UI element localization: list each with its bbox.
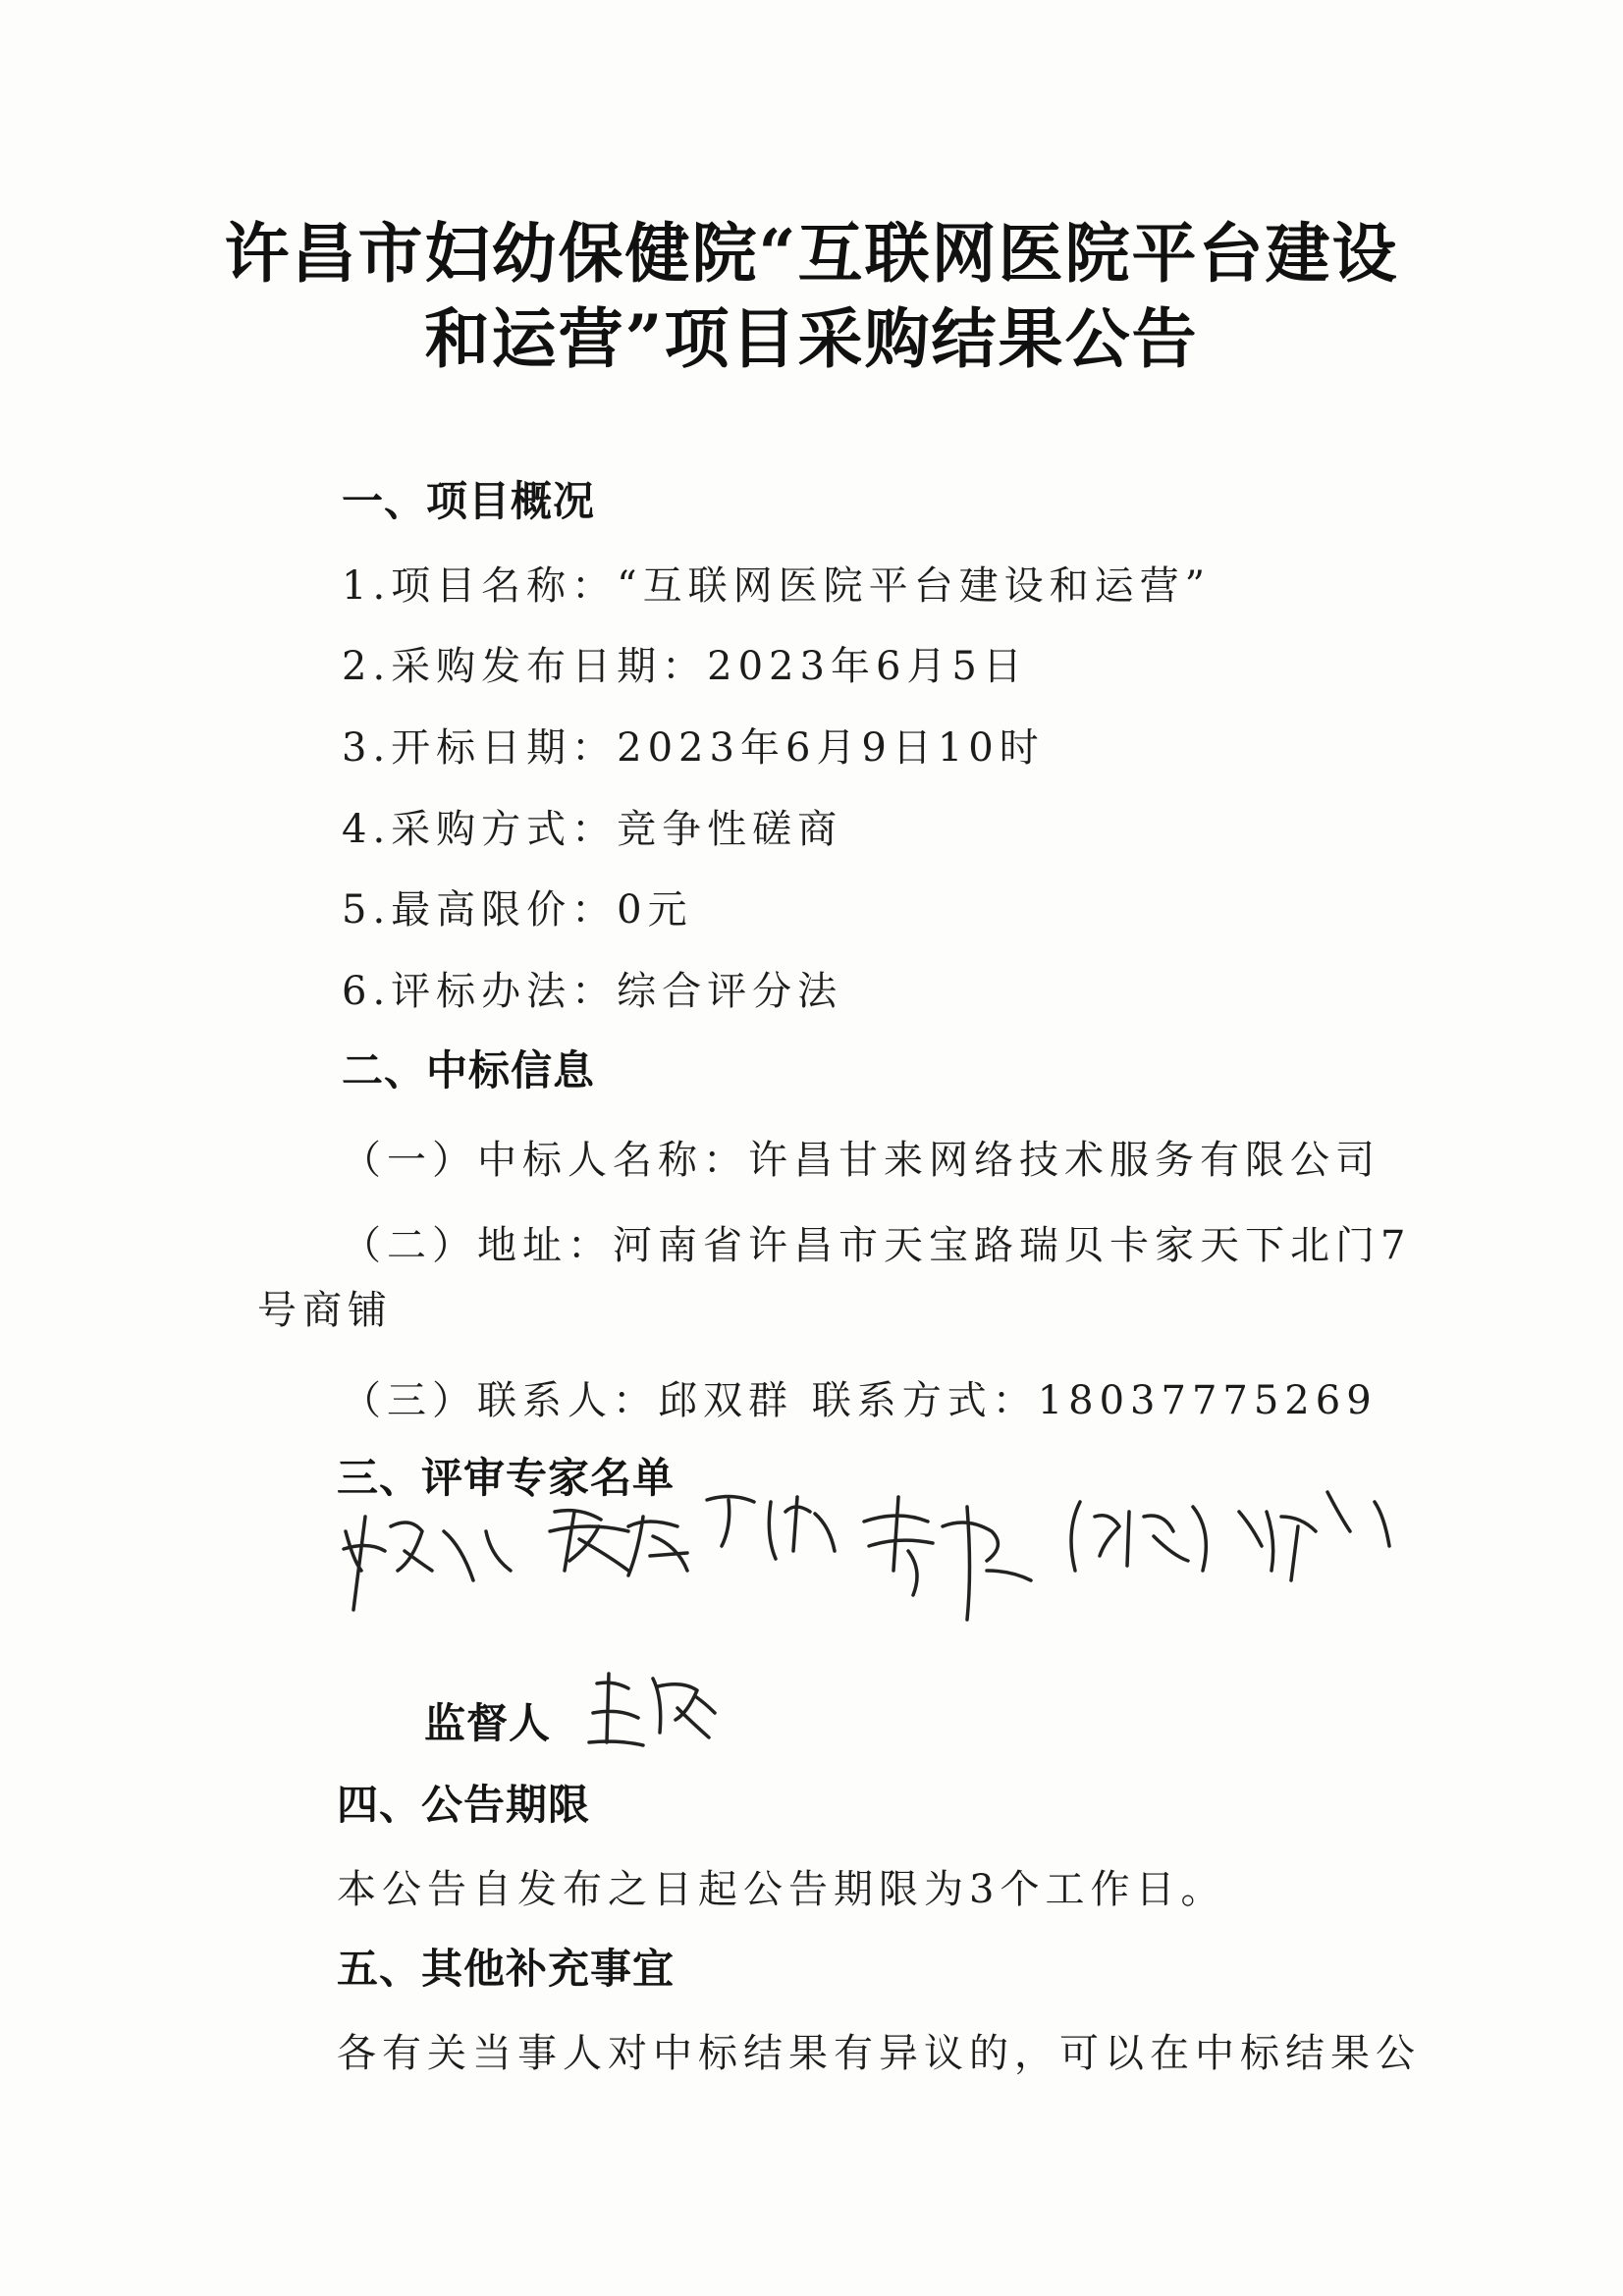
bid-open-date-item: 3.开标日期：2023年6月9日10时 xyxy=(342,725,1045,771)
announcement-period-text: 本公告自发布之日起公告期限为3个工作日。 xyxy=(337,1867,1226,1912)
expert-signature-3 xyxy=(707,1496,835,1559)
price-limit-item: 5.最高限价：0元 xyxy=(342,887,693,933)
publish-date-item: 2.采购发布日期：2023年6月5日 xyxy=(342,644,1028,689)
project-name-item: 1.项目名称：“互联网医院平台建设和运营” xyxy=(342,563,1212,609)
expert-signature-4 xyxy=(864,1497,1206,1620)
document-title-line2: 和运营”项目采购结果公告 xyxy=(424,300,1199,377)
section3-heading: 三、评审专家名单 xyxy=(337,1454,676,1502)
section2-heading: 二、中标信息 xyxy=(342,1046,596,1095)
winner-address-line2: 号商铺 xyxy=(257,1288,393,1333)
expert-signature-1 xyxy=(344,1517,511,1610)
section4-heading: 四、公告期限 xyxy=(337,1781,591,1829)
expert-signature-5 xyxy=(1239,1492,1389,1580)
evaluation-method-item: 6.评标办法：综合评分法 xyxy=(342,969,843,1014)
document-title-line1: 许昌市妇幼保健院“互联网医院平台建设 xyxy=(224,215,1399,292)
winner-contact: （三）联系人：邱双群 联系方式：18037775269 xyxy=(342,1378,1378,1423)
supervisor-signature xyxy=(589,1674,715,1745)
expert-signature-2 xyxy=(550,1511,687,1575)
winner-address-line1: （二）地址：河南省许昌市天宝路瑞贝卡家天下北门7 xyxy=(342,1223,1412,1268)
section1-heading: 一、项目概况 xyxy=(342,477,596,525)
procurement-method-item: 4.采购方式：竞争性磋商 xyxy=(342,807,843,852)
winner-name: （一）中标人名称：许昌甘来网络技术服务有限公司 xyxy=(342,1138,1380,1183)
supervisor-label: 监督人 xyxy=(424,1699,552,1747)
section5-heading: 五、其他补充事宜 xyxy=(337,1945,676,1993)
supplementary-text: 各有关当事人对中标结果有异议的，可以在中标结果公 xyxy=(337,2031,1421,2076)
